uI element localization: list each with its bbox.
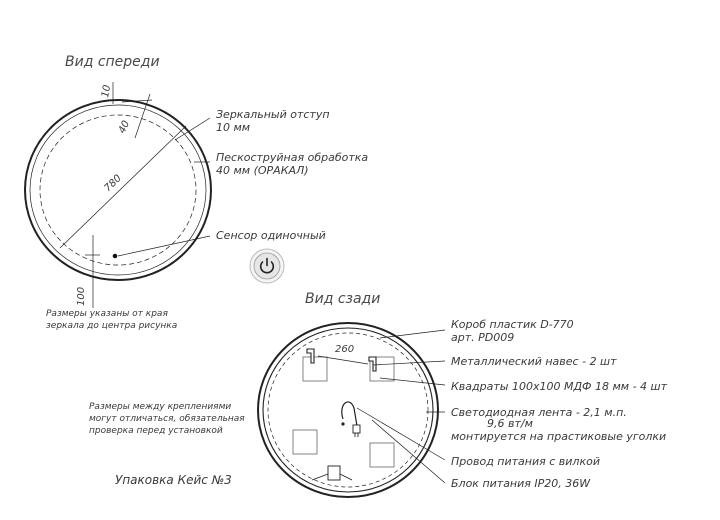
sensor-dot: [113, 254, 118, 259]
cord-label: Провод питания с вилкой: [451, 455, 600, 468]
box-label: Короб пластик D-770: [451, 318, 574, 331]
led-power: 9,6 вт/м: [487, 417, 533, 430]
hook-spacing-dimension: 260: [335, 344, 355, 355]
hook-spacing-dim-line: [318, 356, 368, 364]
squares-label: Квадраты 100х100 МДФ 18 мм - 4 шт: [451, 380, 668, 393]
sandblast-label: Пескоструйная обработка: [216, 151, 369, 164]
sensor-offset-dimension: 100: [76, 286, 87, 306]
diameter-dimension: 780: [102, 172, 124, 195]
power-button-icon: [250, 249, 284, 283]
mirror-offset-label: Зеркальный отступ: [216, 108, 330, 121]
leader-sensor: [118, 236, 210, 256]
front-view: [25, 54, 368, 331]
sandblast-value: 40 мм (ОРАКАЛ): [216, 164, 309, 177]
led-label: Светодиодная лента - 2,1 м.п.: [451, 406, 627, 419]
power-supply: [312, 466, 352, 480]
front-view-title: Вид спереди: [65, 54, 160, 70]
back-view-title: Вид сзади: [305, 291, 381, 307]
sandblast-band-inner: [40, 115, 196, 265]
hook-left: [307, 349, 314, 363]
sensor-label: Сенсор одиночный: [216, 229, 326, 242]
leader-hooks: [373, 361, 445, 365]
mdf-square-4: [370, 443, 394, 467]
power-cord: [341, 402, 360, 437]
mdf-squares: [293, 357, 394, 467]
mirror-offset-value: 10 мм: [216, 121, 251, 134]
mdf-square-3: [293, 430, 317, 454]
led-strip-path: [268, 333, 428, 487]
led-mount-label: монтируется на прастиковые уголки: [451, 430, 667, 443]
back-note-line-2: могут отличаться, обязательная: [89, 414, 245, 424]
hooks-label: Металлический навес - 2 шт: [451, 355, 617, 368]
mdf-square-1: [303, 357, 327, 381]
back-note-line-3: проверка перед установкой: [89, 426, 223, 436]
diameter-dimension-line: [60, 126, 186, 248]
front-note-line-2: зеркала до центра рисунка: [46, 321, 178, 331]
back-note-line-1: Размеры между креплениями: [89, 402, 232, 412]
box-article: арт. PD009: [451, 331, 515, 344]
psu-label: Блок питания IP20, 36W: [451, 477, 591, 490]
package-label: Упаковка Кейс №3: [115, 473, 232, 487]
leader-squares: [380, 378, 445, 385]
front-note-line-1: Размеры указаны от края: [46, 309, 168, 319]
offset-dimension: 10: [100, 84, 114, 99]
band-dimension: 40: [116, 119, 133, 136]
